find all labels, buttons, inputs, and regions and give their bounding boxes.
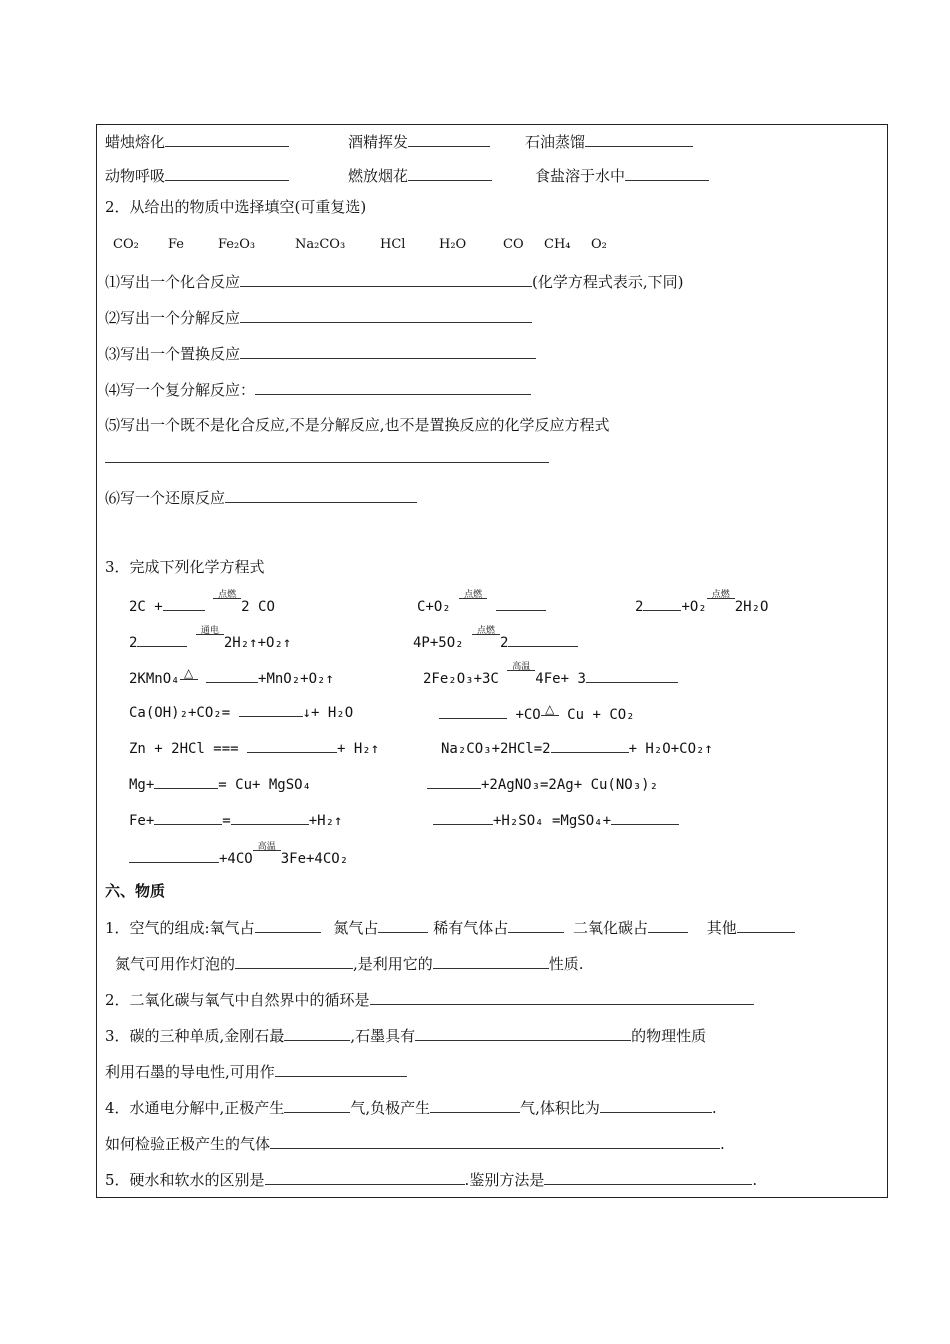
s6-q5 — [105, 1169, 757, 1190]
answer-blank[interactable] — [586, 667, 678, 683]
question-text: 稀有气体占 — [433, 919, 509, 937]
q2-item-6 — [105, 487, 417, 508]
condition-ignite: 点燃 — [707, 593, 735, 611]
answer-blank[interactable] — [284, 1025, 350, 1041]
question-text: 4．水通电分解中,正极产生 — [105, 1099, 285, 1117]
condition-heat: △ — [180, 665, 198, 683]
question-text: 氮气可用作灯泡的 — [115, 955, 236, 973]
question-text: 如何检验正极产生的气体 — [105, 1135, 271, 1153]
s6-q3 — [105, 1025, 706, 1046]
answer-blank[interactable] — [165, 165, 289, 181]
q3-title: 3．完成下列化学方程式 — [105, 558, 265, 576]
question-text: 氮气占 — [333, 919, 379, 937]
answer-blank[interactable] — [165, 131, 289, 147]
answer-blank[interactable] — [137, 631, 187, 647]
s6-q1 — [105, 917, 795, 938]
answer-blank[interactable] — [270, 1133, 720, 1149]
substance: HCl — [380, 237, 406, 252]
equation-text: 4P+5O₂ — [413, 635, 464, 651]
answer-blank[interactable] — [625, 165, 709, 181]
equation-text: = Cu+ MgSO₄ — [218, 777, 312, 793]
answer-blank[interactable] — [225, 487, 417, 503]
equation-text: + H₂↑ — [337, 741, 380, 757]
item-label: ⑹写一个还原反应 — [105, 489, 226, 507]
answer-blank[interactable] — [231, 809, 309, 825]
substance: CH₄ — [544, 237, 571, 252]
question-text: 性质. — [548, 955, 584, 973]
answer-blank[interactable] — [105, 447, 549, 463]
s6-q3b — [105, 1061, 407, 1082]
substance: Fe₂O₃ — [218, 237, 256, 252]
item-suffix: (化学方程式表示,下同) — [532, 273, 684, 291]
substance: H₂O — [439, 237, 467, 252]
s6-q1b — [115, 953, 584, 974]
question-text: 其他 — [706, 919, 737, 937]
answer-blank[interactable] — [427, 773, 481, 789]
substance: O₂ — [591, 237, 607, 252]
question-text: 2．二氧化碳与氧气中自然界中的循环是 — [105, 991, 370, 1009]
worksheet-frame — [96, 124, 888, 1198]
question-text: 5．硬水和软水的区别是 — [105, 1171, 265, 1189]
answer-blank[interactable] — [247, 737, 337, 753]
condition-high-temp: 高温 — [507, 665, 535, 683]
answer-blank[interactable] — [508, 917, 564, 933]
answer-blank[interactable] — [206, 667, 258, 683]
q2-item-4 — [105, 379, 531, 400]
answer-blank[interactable] — [433, 809, 493, 825]
item-label: ⑴写出一个化合反应 — [105, 273, 241, 291]
phenomenon-label: 食盐溶于水中 — [535, 167, 626, 185]
equation-text: 2 CO — [241, 599, 275, 615]
equation-text: Ca(OH)₂+CO₂= — [129, 705, 231, 721]
answer-blank[interactable] — [154, 809, 222, 825]
answer-blank[interactable] — [496, 595, 546, 611]
equation-text: +H₂↑ — [308, 813, 343, 829]
equation-text: = — [222, 813, 231, 829]
answer-blank[interactable] — [275, 1061, 407, 1077]
equation-text: 3Fe+4CO₂ — [280, 851, 349, 867]
equation-text: +MnO₂+O₂↑ — [258, 671, 334, 687]
equation-text: Zn + 2HCl === — [129, 741, 239, 757]
question-text: . — [711, 1099, 717, 1117]
section-heading: 六、物质 — [105, 882, 166, 900]
s6-q4b — [105, 1133, 725, 1154]
equation-text: 2KMnO₄ — [129, 671, 180, 687]
equation-text: Cu + CO₂ — [567, 707, 635, 723]
phenomenon-label: 燃放烟花 — [348, 167, 409, 185]
q2-title: 2．从给出的物质中选择填空(可重复选) — [105, 198, 367, 216]
answer-blank[interactable] — [648, 917, 688, 933]
answer-blank[interactable] — [240, 271, 532, 287]
answer-blank[interactable] — [544, 1169, 752, 1185]
equation-text: 2 — [635, 599, 644, 615]
equation-text: Fe+ — [129, 813, 155, 829]
answer-blank[interactable] — [240, 307, 532, 323]
question-text: 气,体积比为 — [520, 1099, 600, 1117]
answer-blank[interactable] — [737, 917, 795, 933]
answer-blank[interactable] — [551, 737, 629, 753]
q2-item-5-answer — [105, 447, 549, 468]
item-label: ⑸写出一个既不是化合反应,不是分解反应,也不是置换反应的化学反应方程式 — [105, 416, 610, 434]
answer-blank[interactable] — [255, 379, 531, 395]
phenomenon-label: 酒精挥发 — [348, 133, 409, 151]
question-text: 3．碳的三种单质,金刚石最 — [105, 1027, 285, 1045]
condition-electrolysis: 通电 — [196, 629, 224, 647]
equation-text: + H₂O+CO₂↑ — [628, 741, 713, 757]
answer-blank[interactable] — [239, 701, 303, 717]
condition-heat: △ — [541, 701, 559, 719]
equation-text: 2 — [129, 635, 138, 651]
substance: CO₂ — [113, 237, 139, 252]
equation-text: ↓+ H₂O — [302, 705, 354, 721]
question-text: . — [752, 1171, 758, 1189]
equation-text: 2H₂O — [734, 599, 769, 615]
equation-text: +O₂ — [681, 599, 707, 615]
q2-item-2 — [105, 307, 532, 328]
question-text: .鉴别方法是 — [464, 1171, 545, 1189]
answer-blank[interactable] — [415, 1025, 631, 1041]
answer-blank[interactable] — [235, 953, 353, 969]
equation-text: 2 — [500, 635, 509, 651]
answer-blank[interactable] — [129, 847, 219, 863]
answer-blank[interactable] — [370, 989, 754, 1005]
question-text: 二氧化碳占 — [572, 919, 648, 937]
equation-text: Mg+ — [129, 777, 155, 793]
substance: CO — [503, 237, 524, 252]
answer-blank[interactable] — [611, 809, 679, 825]
answer-blank[interactable] — [643, 595, 681, 611]
answer-blank[interactable] — [508, 631, 578, 647]
condition-ignite: 点燃 — [472, 629, 500, 647]
question-text: 的物理性质 — [631, 1027, 707, 1045]
s6-q4 — [105, 1097, 717, 1118]
answer-blank[interactable] — [439, 703, 507, 719]
answer-blank[interactable] — [284, 1097, 350, 1113]
item-label: ⑷写一个复分解反应： — [105, 381, 256, 399]
answer-blank[interactable] — [600, 1097, 712, 1113]
q2-item-1 — [105, 271, 684, 292]
question-text: ,石墨具有 — [350, 1027, 416, 1045]
q2-item-3 — [105, 343, 536, 364]
equation-text: +H₂SO₄ =MgSO₄+ — [493, 813, 612, 829]
substance: Na₂CO₃ — [295, 237, 346, 252]
equation-text: C+O₂ — [417, 599, 451, 615]
equation-text: 2Fe₂O₃+3C — [423, 671, 499, 687]
item-label: ⑶写出一个置换反应 — [105, 345, 241, 363]
answer-blank[interactable] — [154, 773, 218, 789]
phenomenon-label: 蜡烛熔化 — [105, 133, 166, 151]
answer-blank[interactable] — [378, 917, 428, 933]
equation-text: +CO — [515, 707, 541, 723]
question-text: 1．空气的组成:氧气占 — [105, 919, 255, 937]
answer-blank[interactable] — [255, 917, 321, 933]
equation-text: 4Fe+ 3 — [535, 671, 586, 687]
question-text: 利用石墨的导电性,可用作 — [105, 1063, 275, 1081]
question-text: 气,负极产生 — [350, 1099, 431, 1117]
answer-blank[interactable] — [163, 595, 205, 611]
q2-item-5 — [105, 415, 610, 435]
answer-blank[interactable] — [430, 1097, 520, 1113]
equation-text: Na₂CO₃+2HCl=2 — [441, 741, 551, 757]
answer-blank[interactable] — [265, 1169, 465, 1185]
answer-blank[interactable] — [585, 131, 693, 147]
equation-text: +2AgNO₃=2Ag+ Cu(NO₃)₂ — [481, 777, 659, 793]
question-text: . — [720, 1135, 725, 1153]
s6-q2 — [105, 989, 754, 1010]
equation-text: +4CO — [219, 851, 253, 867]
phenomenon-label: 石油蒸馏 — [525, 133, 586, 151]
answer-blank[interactable] — [240, 343, 536, 359]
answer-blank[interactable] — [408, 131, 490, 147]
item-label: ⑵写出一个分解反应 — [105, 309, 241, 327]
condition-high-temp: 高温 — [253, 845, 281, 863]
answer-blank[interactable] — [408, 165, 492, 181]
substance: Fe — [168, 237, 185, 252]
answer-blank[interactable] — [433, 953, 549, 969]
condition-ignite: 点燃 — [213, 593, 241, 611]
condition-ignite: 点燃 — [459, 593, 487, 611]
equation-text: 2H₂↑+O₂↑ — [223, 635, 292, 651]
equation-text: 2C + — [129, 599, 163, 615]
question-text: ,是利用它的 — [353, 955, 433, 973]
phenomenon-label: 动物呼吸 — [105, 167, 166, 185]
